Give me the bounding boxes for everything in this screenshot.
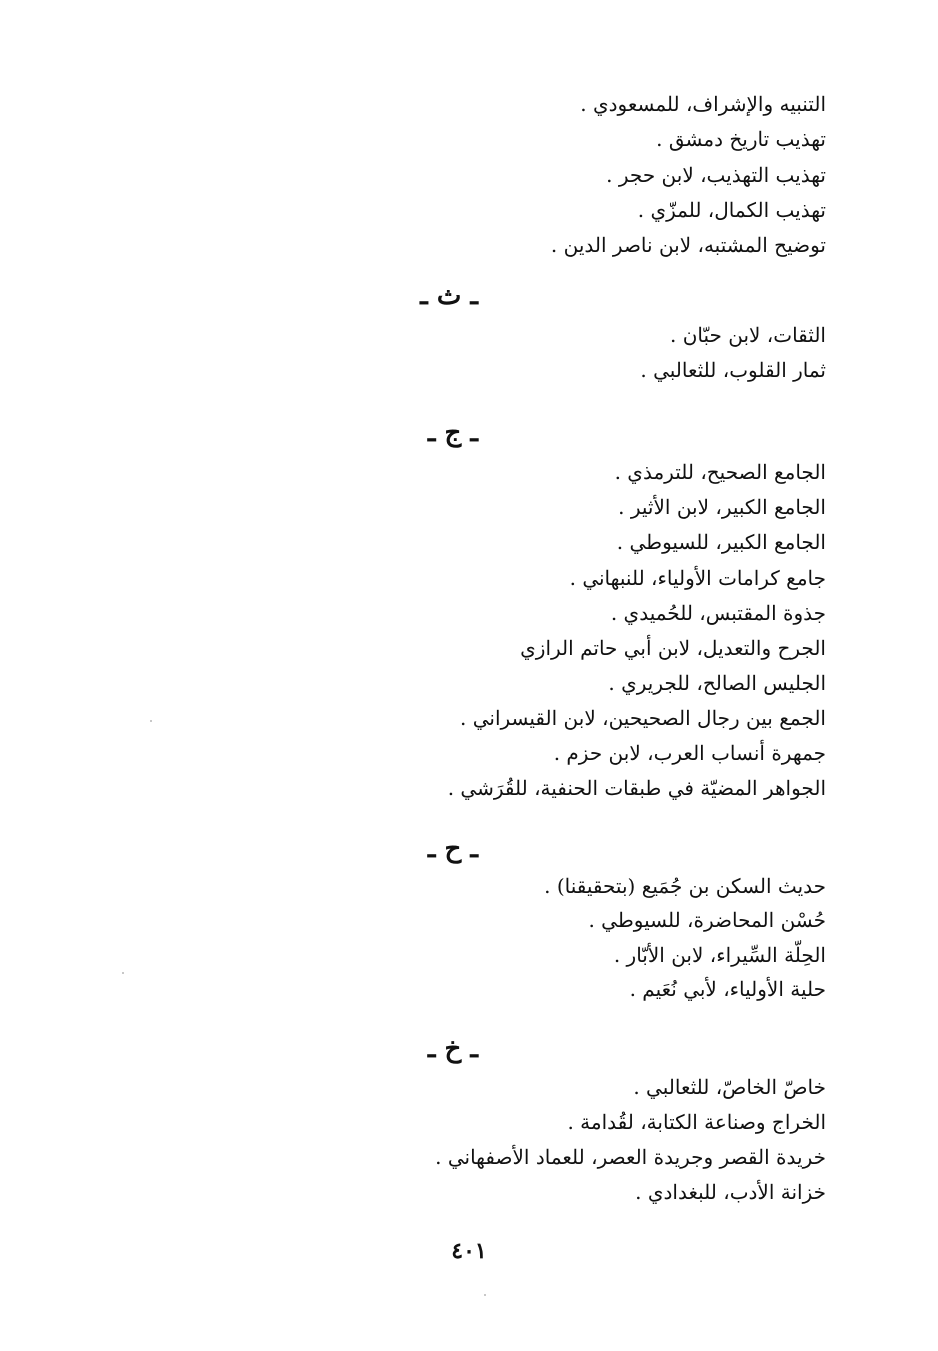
bibliography-entry: الجامع الصحيح، للترمذي .	[614, 460, 826, 484]
section-heading-kha: ـ خ ـ	[427, 1034, 478, 1064]
bibliography-entry: تهذيب الكمال، للمزّي .	[637, 198, 826, 222]
bibliography-entry: جمهرة أنساب العرب، لابن حزم .	[553, 741, 826, 765]
bibliography-entry: الجامع الكبير، للسيوطي .	[616, 530, 826, 554]
bibliography-entry: تهذيب تاريخ دمشق .	[656, 127, 826, 151]
bibliography-entry: خاصّ الخاصّ، للثعالبي .	[633, 1075, 826, 1099]
bibliography-entry: جامع كرامات الأولياء، للنبهاني .	[569, 566, 826, 590]
bibliography-entry: تهذيب التهذيب، لابن حجر .	[606, 163, 826, 187]
bibliography-entry: خريدة القصر وجريدة العصر، للعماد الأصفهاني .	[435, 1145, 826, 1169]
bibliography-entry: توضيح المشتبه، لابن ناصر الدين .	[550, 233, 826, 257]
bibliography-entry: الجواهر المضيّة في طبقات الحنفية، للقُرَشي .	[447, 776, 826, 800]
bibliography-entry: ثمار القلوب، للثعالبي .	[640, 358, 826, 382]
bibliography-entry: جذوة المقتبس، للحُميدي .	[610, 601, 826, 625]
page-number: ٤٠١	[451, 1238, 487, 1264]
section-heading-tha: ـ ث ـ	[420, 281, 478, 311]
scan-speck	[122, 972, 124, 974]
bibliography-entry: الجرح والتعديل، لابن أبي حاتم الرازي	[520, 636, 826, 660]
bibliography-entry: الجليس الصالح، للجريري .	[608, 671, 826, 695]
bibliography-entry: حُسْن المحاضرة، للسيوطي .	[588, 908, 826, 932]
bibliography-entry: الحِلّة السِّيراء، لابن الأبّار .	[613, 943, 826, 967]
bibliography-entry: حديث السكن بن جُمَيع (بتحقيقنا) .	[544, 874, 826, 898]
section-heading-jim: ـ ج ـ	[427, 418, 478, 448]
bibliography-entry: خزانة الأدب، للبغدادي .	[635, 1180, 826, 1204]
scan-speck	[484, 1294, 486, 1296]
bibliography-entry: الجامع الكبير، لابن الأثير .	[618, 495, 826, 519]
scan-speck	[150, 720, 152, 722]
bibliography-entry: الثقات، لابن حبّان .	[670, 323, 826, 347]
bibliography-entry: الجمع بين رجال الصحيحين، لابن القيسراني .	[460, 706, 826, 730]
bibliography-entry: حلية الأولياء، لأبي نُعَيم .	[629, 977, 826, 1001]
bibliography-entry: الخراج وصناعة الكتابة، لقُدامة .	[567, 1110, 826, 1134]
section-heading-ha: ـ ح ـ	[427, 834, 478, 864]
bibliography-entry: التنبيه والإشراف، للمسعودي .	[580, 92, 826, 116]
